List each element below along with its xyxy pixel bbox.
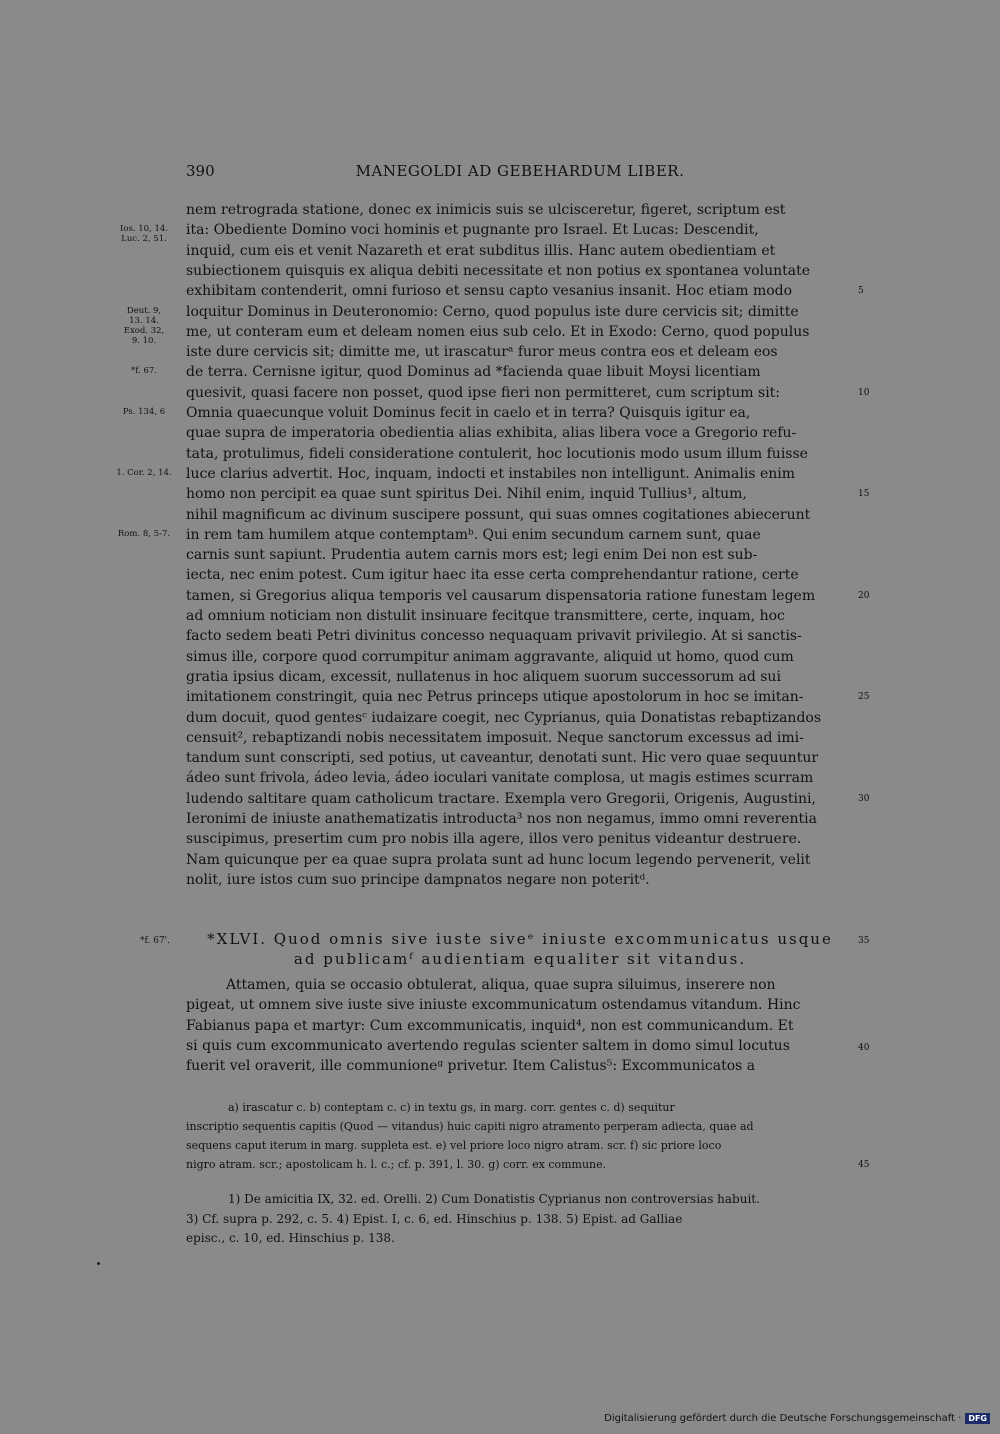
line-number: 25 bbox=[858, 692, 870, 703]
page-header bbox=[186, 162, 854, 184]
text-line: subiectionem quisquis ex aliqua debiti necessitate et non potius ex spontanea voluntate bbox=[186, 262, 811, 279]
margin-note: *f. 67. bbox=[130, 366, 157, 377]
critical-note-line: sequens caput iterum in marg. suppleta est. e) vel priore loco nigro atram. scr. f) sic priore loco bbox=[186, 1139, 722, 1152]
section-title-line-1: *XLVI. Quod omnis sive iuste siveᵉ iniuste excommunicatus usque bbox=[207, 930, 833, 948]
text-line: me, ut conteram eum et deleam nomen eius sub celo. Et in Exodo: Cerno, quod populus bbox=[186, 323, 810, 340]
text-line: inquid, cum eis et venit Nazareth et erat subditus illis. Hanc autem obedientiam et bbox=[186, 242, 776, 259]
margin-note: Ios. 10, 14. bbox=[120, 224, 168, 235]
text-line: loquitur Dominus in Deuteronomio: Cerno, quod populus iste dure cervicis sit; dimitte bbox=[186, 303, 799, 320]
text-line: ita: Obediente Domino voci hominis et pugnante pro Israel. Et Lucas: Descendit, bbox=[186, 222, 759, 239]
section-text-line: Attamen, quia se occasio obtulerat, aliqua, quae supra siluimus, inserere non bbox=[226, 977, 776, 993]
text-line: tamen, si Gregorius aliqua temporis vel causarum dispensatoria ratione funestam legem bbox=[186, 587, 816, 604]
text-line: suscipimus, presertim cum pro nobis illa agere, illos vero penitus videantur destruere. bbox=[186, 831, 802, 848]
text-line: ádeo sunt frivola, ádeo levia, ádeo ioculari vanitate complosa, ut magis estimes scurram bbox=[186, 770, 814, 787]
text-line: quae supra de imperatoria obedientia alias exhibita, alias libera voce a Gregorio refu- bbox=[186, 425, 797, 442]
margin-note: Rom. 8, 5-7. bbox=[117, 528, 171, 539]
text-line: nihil magnificum ac divinum suscipere possunt, qui suas omnes cogitationes abiecerunt bbox=[186, 506, 811, 523]
speck bbox=[97, 1262, 100, 1265]
text-line: ad omnium noticiam non distulit insinuare fecitque transmittere, certe, inquam, hoc bbox=[186, 608, 785, 624]
text-line: homo non percipit ea quae sunt spiritus Dei. Nihil enim, inquid Tullius¹, altum, bbox=[186, 486, 747, 503]
text-line: Omnia quaecunque voluit Dominus fecit in caelo et in terra? Quisquis igitur ea, bbox=[186, 405, 751, 421]
text-line: nem retrograda statione, donec ex inimicis suis se ulcisceretur, figeret, scriptum est bbox=[186, 202, 786, 218]
text-line: Nam quicunque per ea quae supra prolata sunt ad hunc locum legendo pervenerit, velit bbox=[186, 851, 811, 868]
critical-note-line: nigro atram. scr.; apostolicam h. l. c.; cf. p. 391, l. 30. g) corr. ex commune. bbox=[186, 1158, 607, 1171]
margin-note: Deut. 9, bbox=[126, 305, 162, 316]
margin-note: 13. 14. bbox=[129, 315, 159, 326]
text-line: dum docuit, quod gentesᶜ iudaizare coegit, nec Cyprianus, quia Donatistas rebaptizandos bbox=[186, 709, 822, 726]
text-line: ludendo saltitare quam catholicum tractare. Exempla vero Gregorii, Origenis, Augustini, bbox=[186, 790, 816, 807]
section-text-line: Fabianus papa et martyr: Cum excommunicatis, inquid⁴, non est communicandum. Et bbox=[186, 1017, 794, 1034]
text-line: tata, protulimus, fideli consideratione contulerit, hoc locutionis modo usum illum fuisse bbox=[186, 445, 808, 462]
line-number: 40 bbox=[858, 1043, 870, 1053]
margin-note: Luc. 2, 51. bbox=[121, 234, 167, 245]
margin-note: Exod. 32, bbox=[123, 325, 165, 336]
text-line: gratia ipsius dicam, excessit, nullatenus in hoc aliquem suorum successorum ad sui bbox=[186, 668, 781, 685]
text-line: iecta, nec enim potest. Cum igitur haec ita esse certa comprehendantur ratione, certe bbox=[186, 567, 799, 584]
text-line: Ieronimi de iniuste anathematizatis introducta³ nos non negamus, immo omni reverentia bbox=[186, 811, 817, 827]
dfg-logo: DFG bbox=[965, 1413, 990, 1424]
section-text-line: pigeat, ut omnem sive iuste sive iniuste excommunicatum ostendamus vitandum. Hinc bbox=[186, 997, 801, 1014]
text-line: in rem tam humilem atque contemptamᵇ. Qui enim secundum carnem sunt, quae bbox=[186, 526, 761, 543]
text-line: tandum sunt conscripti, sed potius, ut caveantur, denotati sunt. Hic vero quae sequuntur bbox=[186, 750, 819, 767]
line-number: 10 bbox=[858, 387, 870, 398]
line-number: 15 bbox=[858, 489, 870, 500]
critical-note-line: inscriptio sequentis capitis (Quod — vitandus) huic capiti nigro atramento perperam adiecta, quae ad bbox=[186, 1120, 754, 1133]
line-number: 20 bbox=[858, 590, 870, 601]
critical-note-line: a) irascatur c. b) conteptam c. c) in textu gs, in marg. corr. gentes c. d) sequitur bbox=[228, 1101, 675, 1114]
line-number: 35 bbox=[858, 936, 870, 946]
section-text-line: fuerit vel oraverit, ille communioneᵍ privetur. Item Calistus⁵: Excommunicatos a bbox=[186, 1058, 756, 1075]
text-line: nolit, iure istos cum suo principe dampnatos negare non poteritᵈ. bbox=[186, 871, 650, 888]
line-number: 5 bbox=[858, 286, 864, 297]
text-line: carnis sunt sapiunt. Prudentia autem carnis mors est; legi enim Dei non est sub- bbox=[186, 547, 758, 564]
source-note-line: 1) De amicitia IX, 32. ed. Orelli. 2) Cum Donatistis Cyprianus non controversias habuit. bbox=[228, 1192, 760, 1206]
text-line: iste dure cervicis sit; dimitte me, ut irascaturᵃ furor meus contra eos et deleam eos bbox=[186, 344, 778, 361]
margin-note: 9. 10. bbox=[131, 335, 157, 346]
line-number: 30 bbox=[858, 793, 870, 804]
section-text-line: si quis cum excommunicato avertendo regulas scienter saltem in domo simul locutus bbox=[186, 1037, 790, 1054]
margin-note: 1. Cor. 2, 14. bbox=[116, 467, 172, 478]
running-title: MANEGOLDI AD GEBEHARDUM LIBER. bbox=[355, 162, 685, 180]
text-line: facto sedem beati Petri divinitus concesso nequaquam privavit privilegio. At si sanctis- bbox=[186, 628, 802, 645]
section-title-line-2: ad publicamᶠ audientiam equaliter sit vitandus. bbox=[293, 950, 747, 968]
line-number: 45 bbox=[858, 1160, 870, 1170]
source-note-line: 3) Cf. supra p. 292, c. 5. 4) Epist. I, c. 6, ed. Hinschius p. 138. 5) Epist. ad Galliae bbox=[186, 1211, 683, 1226]
text-line: simus ille, corpore quod corrumpitur animam aggravante, aliquid ut homo, quod cum bbox=[186, 648, 794, 665]
text-line: imitationem constringit, quia nec Petrus princeps utique apostolorum in hoc se imitan- bbox=[186, 689, 804, 706]
text-line: exhibitam contenderit, omni furioso et sensu capto vesanius insanit. Hoc etiam modo bbox=[186, 283, 793, 300]
footer-text: Digitalisierung gefördert durch die Deutsche Forschungsgemeinschaft · bbox=[604, 1412, 962, 1424]
text-line: censuit², rebaptizandi nobis necessitatem imposuit. Neque sanctorum excessus ad imi- bbox=[186, 729, 804, 746]
page-number: 390 bbox=[186, 162, 215, 180]
text-line: luce clarius advertit. Hoc, inquam, indocti et instabiles non intelligunt. Animalis enim bbox=[186, 465, 796, 482]
text-line: de terra. Cernisne igitur, quod Dominus ad *facienda quae libuit Moysi licentiam bbox=[186, 364, 761, 381]
margin-note: Ps. 134, 6 bbox=[122, 407, 166, 417]
section-folio-note: *f. 67'. bbox=[140, 936, 171, 946]
footer bbox=[604, 1410, 990, 1426]
source-note-line: episc., c. 10, ed. Hinschius p. 138. bbox=[186, 1231, 395, 1245]
text-line: quesivit, quasi facere non posset, quod ipse fieri non permitteret, cum scriptum sit: bbox=[186, 384, 781, 401]
